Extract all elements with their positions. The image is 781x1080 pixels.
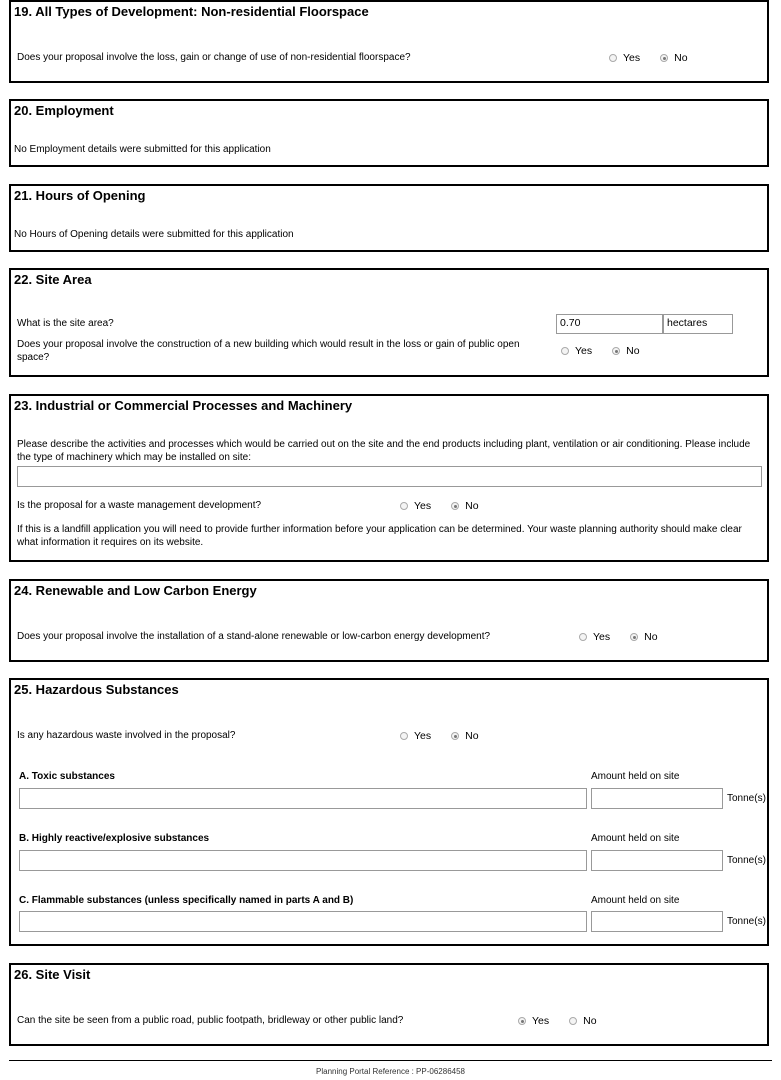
radio-button[interactable] (579, 633, 587, 641)
section-title: 25. Hazardous Substances (14, 682, 179, 697)
info-text: No Hours of Opening details were submitted for this application (14, 229, 294, 240)
option-label: No (674, 52, 688, 64)
radio-button-selected[interactable] (451, 502, 459, 510)
hazardous-question: Is any hazardous waste involved in the proposal? (17, 730, 236, 741)
yes-option[interactable] (579, 631, 610, 643)
radio-button[interactable] (561, 347, 569, 355)
radio-button-selected[interactable] (630, 633, 638, 641)
question-text: Does your proposal involve the loss, gain or change of use of non-residential floorspace? (17, 52, 411, 63)
section-22 (9, 268, 769, 377)
question-text: Can the site be seen from a public road, public footpath, bridleway or other public land? (17, 1015, 404, 1026)
site-area-input[interactable]: 0.70 (556, 314, 663, 334)
radio-button[interactable] (400, 732, 408, 740)
yes-no-radio-group (400, 730, 489, 742)
option-label: No (644, 631, 658, 643)
option-label: Yes (414, 730, 432, 742)
radio-button-selected[interactable] (451, 732, 459, 740)
processes-input[interactable] (17, 466, 762, 487)
reactive-amount-input[interactable] (591, 850, 723, 871)
option-label: No (465, 500, 479, 512)
no-option[interactable] (569, 1015, 596, 1027)
section-19 (9, 0, 769, 83)
toxic-label: A. Toxic substances (19, 771, 115, 782)
no-option[interactable] (612, 345, 639, 357)
reactive-label: B. Highly reactive/explosive substances (19, 833, 210, 844)
radio-button-selected[interactable] (660, 54, 668, 62)
yes-no-radio-group (561, 345, 650, 357)
amount-label: Amount held on site (591, 833, 680, 844)
yes-no-radio-group (579, 631, 668, 643)
radio-button-selected[interactable] (518, 1017, 526, 1025)
option-label: No (465, 730, 479, 742)
yes-no-radio-group (609, 52, 698, 64)
unit-label: Tonne(s) (727, 793, 766, 804)
unit-label: Tonne(s) (727, 855, 766, 866)
no-option[interactable] (451, 500, 478, 512)
no-option[interactable] (451, 730, 478, 742)
yes-option[interactable] (561, 345, 592, 357)
waste-question: Is the proposal for a waste management development? (17, 500, 262, 511)
section-title: 21. Hours of Opening (14, 188, 146, 203)
option-label: Yes (532, 1015, 550, 1027)
radio-button[interactable] (569, 1017, 577, 1025)
radio-button[interactable] (400, 502, 408, 510)
section-24 (9, 579, 769, 662)
unit-label: Tonne(s) (727, 916, 766, 927)
flammable-label: C. Flammable substances (unless specifically named in parts A and B) (19, 895, 354, 906)
section-25 (9, 678, 769, 946)
flammable-amount-input[interactable] (591, 911, 723, 932)
amount-label: Amount held on site (591, 895, 680, 906)
option-label: No (583, 1015, 597, 1027)
yes-option[interactable] (518, 1015, 549, 1027)
yes-no-radio-group (400, 500, 489, 512)
toxic-amount-input[interactable] (591, 788, 723, 809)
option-label: Yes (593, 631, 611, 643)
yes-option[interactable] (400, 500, 431, 512)
radio-button[interactable] (609, 54, 617, 62)
flammable-input[interactable] (19, 911, 587, 932)
toxic-input[interactable] (19, 788, 587, 809)
section-20 (9, 99, 769, 167)
landfill-note: If this is a landfill application you will need to provide further information before your application can be determined. Your waste planning authority should make clear what information it requires on its website. (17, 524, 742, 548)
option-label: Yes (575, 345, 593, 357)
option-label: Yes (414, 500, 432, 512)
processes-question: Please describe the activities and processes which would be carried out on the site and the end products including plant, ventilation or air conditioning. Please include the type of machinery which may be installed on site: (17, 439, 751, 463)
yes-option[interactable] (400, 730, 431, 742)
section-23 (9, 394, 769, 562)
footer-reference: Planning Portal Reference : PP-06286458 (316, 1067, 465, 1076)
no-option[interactable] (630, 631, 657, 643)
amount-label: Amount held on site (591, 771, 680, 782)
site-area-unit: hectares (663, 314, 733, 334)
section-title: 26. Site Visit (14, 967, 91, 982)
option-label: No (626, 345, 640, 357)
yes-option[interactable] (609, 52, 640, 64)
section-21 (9, 184, 769, 252)
radio-button-selected[interactable] (612, 347, 620, 355)
option-label: Yes (623, 52, 641, 64)
section-title: 23. Industrial or Commercial Processes and Machinery (14, 398, 353, 413)
info-text: No Employment details were submitted for this application (14, 144, 271, 155)
footer-divider (9, 1060, 772, 1061)
section-title: 22. Site Area (14, 272, 92, 287)
section-26 (9, 963, 769, 1046)
yes-no-radio-group (518, 1015, 607, 1027)
section-title: 20. Employment (14, 103, 114, 118)
question-text: Does your proposal involve the installation of a stand-alone renewable or low-carbon energy development? (17, 631, 491, 642)
section-title: 19. All Types of Development: Non-residential Floorspace (14, 4, 369, 19)
no-option[interactable] (660, 52, 687, 64)
site-area-question: What is the site area? (17, 318, 114, 329)
open-space-question: Does your proposal involve the construction of a new building which would result in the loss or gain of public open space? (17, 339, 520, 363)
section-title: 24. Renewable and Low Carbon Energy (14, 583, 257, 598)
reactive-input[interactable] (19, 850, 587, 871)
